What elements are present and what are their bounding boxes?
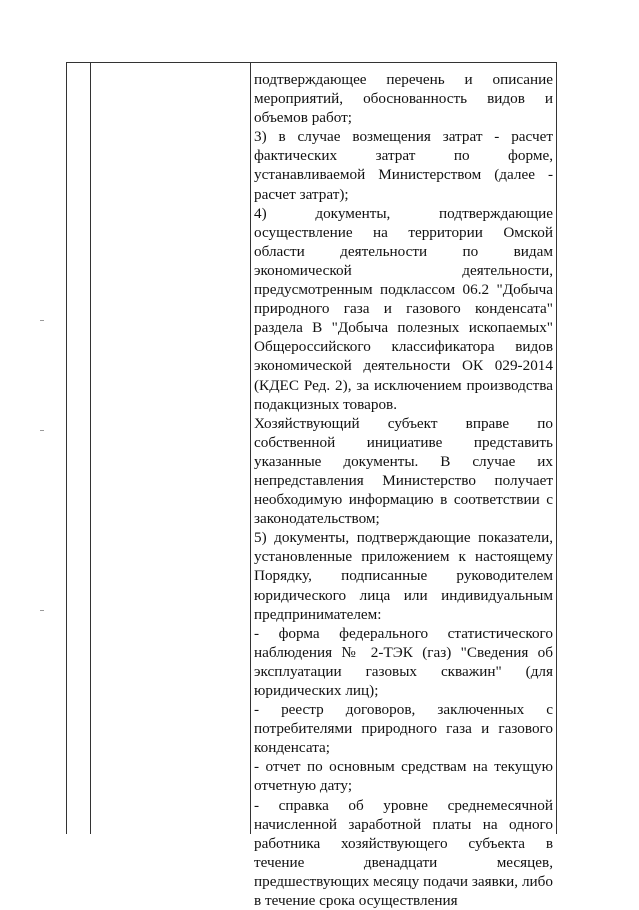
paragraph: - реестр договоров, заключенных с потребителями природного газа и газового конденсата; (254, 701, 553, 757)
paragraph: 4) документы, подтверждающие осуществление на территории Омской области деятельности по видам экономической деятельности, предусмотренным подклассом 06.2 "Добыча природного газа и газового конденсата" раздела В "Добыча полезных ископаемых" Общероссийского классификатора видов экономической деятельности ОК 029-2014 (КДЕС Ред. 2), за исключением производства подакцизных товаров. (254, 204, 553, 413)
table-left-border (66, 62, 67, 834)
table-right-border (556, 62, 557, 834)
paragraph: Хозяйствующий субъект вправе по собственной инициативе представить указанные документы. В случае их непредставления Министерство получает необходимую информацию в соответствии с законодательством; (254, 414, 553, 528)
table-top-border (66, 62, 556, 63)
table-column-divider-1 (90, 62, 91, 834)
table-column-divider-2 (250, 62, 251, 834)
table-cell-text (254, 70, 553, 910)
scan-artifact (40, 320, 44, 321)
paragraph: 5) документы, подтверждающие показатели, установленные приложением к настоящему Порядку, подписанные руководителем юридического лица или индивидуальным предпринимателем: (254, 529, 553, 623)
scan-artifact (40, 430, 44, 431)
paragraph: - справка об уровне среднемесячной начисленной заработной платы на одного работника хозяйствующего субъекта в течение двенадцати месяцев, предшествующих месяцу подачи заявки, либо в течение срока осуществления (254, 796, 553, 910)
scan-artifact (40, 610, 44, 611)
paragraph: 3) в случае возмещения затрат - расчет фактических затрат по форме, устанавливаемой Министерством (далее - расчет затрат); (254, 128, 553, 203)
paragraph: - отчет по основным средствам на текущую отчетную дату; (254, 758, 553, 795)
paragraph: подтверждающее перечень и описание мероприятий, обоснованность видов и объемов работ; (254, 71, 553, 127)
paragraph: - форма федерального статистического наблюдения № 2-ТЭК (газ) "Сведения об эксплуатации газовых скважин" (для юридических лиц); (254, 624, 553, 699)
